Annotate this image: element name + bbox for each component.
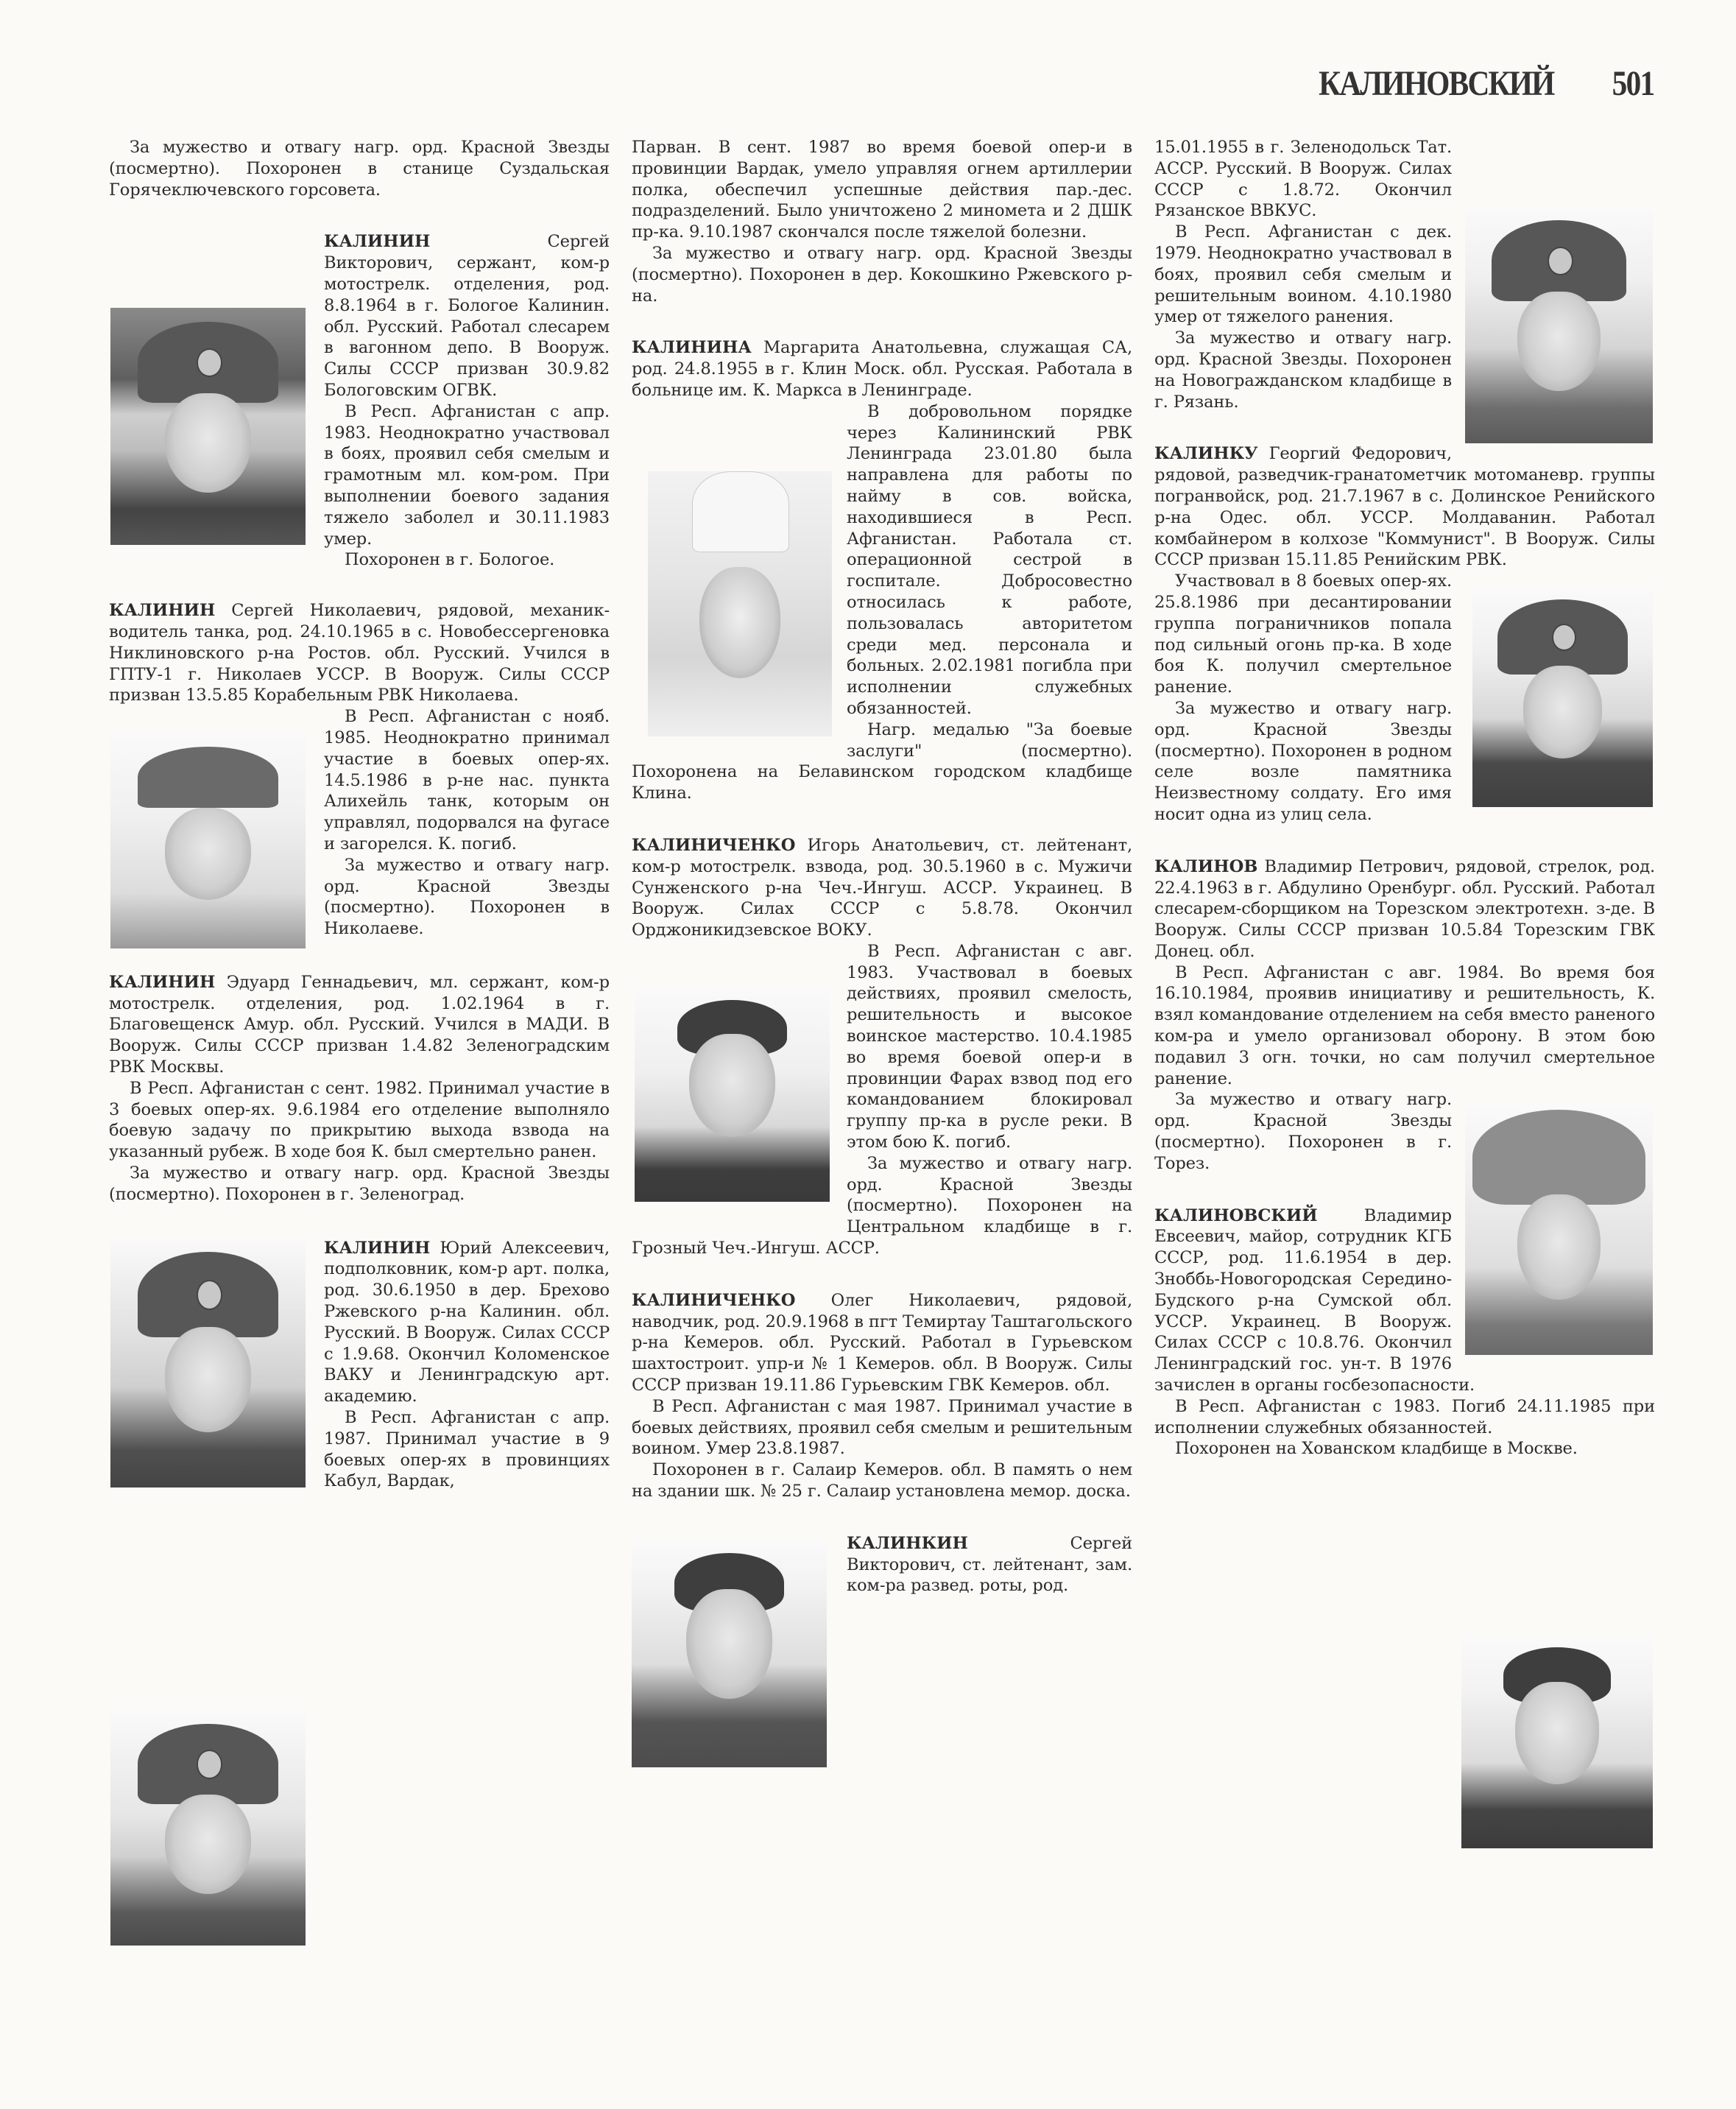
paragraph: Похоронен в г. Бологое. (345, 550, 555, 570)
entry-surname: КАЛИНИН (109, 601, 216, 621)
entry-surname: КАЛИНИНА (632, 338, 752, 358)
entry-surname: КАЛИНИН (109, 972, 216, 992)
portrait-photo (1472, 586, 1653, 807)
paragraph: В Респ. Афганистан с нояб. 1985. Неоднократно принимал участие в боевых опер-ях. 14.5.1986 в р-не нас. пункта Алихейль танк, которым он управлял, подорвался на фугасе и загорелся. К. погиб. (109, 706, 610, 855)
paragraph: За мужество и отвагу нагр. орд. Красной Звезды (посмертно). Похоронен в родном селе возле памятника Неизвестному солдату. Его имя носит одна из улиц села. (1154, 698, 1452, 824)
entry-surname: КАЛИНОВ (1154, 856, 1258, 876)
paragraph: За мужество и отвагу нагр. орд. Красной Звезды (посмертно). Похоронен в г. Зеленоград. (109, 1163, 610, 1204)
entry-surname: КАЛИНОВСКИЙ (1154, 1205, 1318, 1225)
portrait-photo (110, 1710, 306, 1946)
paragraph: 15.01.1955 в г. Зеленодольск Тат. АССР. Русский. В Вооруж. Силах СССР с 1.8.72. Окончил Рязанское ВВКУС. (1154, 137, 1655, 222)
entry-text: Сергей Викторович, сержант, ком-р мотострелк. отделения, род. 8.8.1964 в г. Бологое Калинин. обл. Русский. Работал слесарем в вагонном депо. В Вооруж. Силы СССР призван 30.9.82 Бологовским ОГВК. (324, 232, 610, 400)
paragraph: В Респ. Афганистан с апр. 1983. Неоднократно участвовал в боях, проявил себя смелым и грамотным мл. ком-ром. При выполнении боевого задания тяжело заболел и 30.11.1983 умер. (324, 401, 610, 549)
portrait-photo (1465, 1105, 1653, 1355)
portrait-photo (648, 471, 832, 736)
entry-text: Маргарита Анатольевна, служащая СА, род. 24.8.1955 в г. Клин Моск. обл. Русская. Работала в больнице им. К. Маркса в Ленинграде. (632, 338, 1132, 400)
entry-continuation (109, 137, 610, 200)
paragraph: В Респ. Афганистан с авг. 1984. Во время боя 16.10.1984, проявив инициативу и решительность, К. взял командование отделением на себя вместо раненого ком-ра и умело организовал оборону. В этом бою подавил 3 огн. точки, но сам получил смертельное ранение. (1154, 962, 1655, 1088)
entry-text: Сергей Викторович, ст. лейтенант, зам. ком-ра развед. роты, род. (847, 1533, 1132, 1596)
entry-lead (1154, 856, 1655, 962)
paragraph: За мужество и отвагу нагр. орд. Красной Звезды. Похоронен на Новогражданском кладбище в г. Рязань. (1154, 328, 1452, 412)
entry-text: Георгий Федорович, рядовой, разведчик-гранатометчик мотоманевр. группы погранвойск, род. 21.7.1967 в с. Долинское Ренийского р-на Одес. обл. УССР. Молдаванин. Работал комбайнером в колхозе "Коммунист". В Вооруж. Силы СССР призван 15.11.85 Ренийским РВК. (1154, 444, 1655, 570)
paragraph: Нагр. медалью "За боевые заслуги" (посмертно). Похоронена на Белавинском городском кладбище Клина. (632, 719, 1132, 803)
entry-surname: КАЛИНКУ (1154, 444, 1258, 464)
entry-text: Владимир Евсеевич, майор, сотрудник КГБ СССР, род. 11.6.1954 в дер. Зноббь-Новогородская Середино-Будского р-на Сумской обл. УССР. Украинец. В Вооруж. Силах СССР с 10.8.76. Окончил Ленинградский гос. ун-т. В 1976 зачислен в органы госбезопасности. (1154, 1205, 1475, 1395)
entry-surname: КАЛИНИЧЕНКО (632, 835, 796, 855)
portrait-photo (1461, 1635, 1653, 1848)
paragraph: Похоронен на Хованском кладбище в Москве. (1175, 1439, 1578, 1459)
paragraph: В Респ. Афганистан с сент. 1982. Принимал участие в 3 боевых опер-ях. 9.6.1984 его отделение выполняло боевую задачу по прикрытию выхода взвода на указанный рубеж. В ходе боя К. был смертельно ранен. (109, 1078, 610, 1162)
entry-lead (1154, 443, 1655, 571)
page-number: 501 (1612, 64, 1654, 103)
paragraph: За мужество и отвагу нагр. орд. Красной Звезды (посмертно). Похоронен в станице Суздальская Горячеключевского горсовета. (109, 138, 610, 200)
paragraph: За мужество и отвагу нагр. орд. Красной Звезды (посмертно). Похоронен в Николаеве. (324, 855, 610, 939)
entry-text: Юрий Алексеевич, подполковник, ком-р арт. полка, род. 30.6.1950 в дер. Брехово Ржевского р-на Калинин. обл. Русский. В Вооруж. Силах СССР с 1.9.68. Окончил Коломенское ВАКУ и Ленинградскую арт. академию. (324, 1238, 610, 1406)
entry-lead (632, 337, 1132, 401)
entry-lead (632, 1290, 1132, 1396)
paragraph: В Респ. Афганистан с мая 1987. Принимал участие в боевых действиях, проявил себя смелым и решительным воином. Умер 23.8.1987. (632, 1396, 1132, 1459)
entry-text: Олег Николаевич, рядовой, наводчик, род. 20.9.1968 в пгт Темиртау Таштагольского р-на Кемеров. обл. Русский. Работал в Гурьевском шахтостроит. упр-и № 1 Кемеров. обл. В Вооруж. Силы СССР призван 19.11.86 Гурьевским ГВК Кемеров. обл. (632, 1290, 1132, 1395)
entry-text: Игорь Анатольевич, ст. лейтенант, ком-р мотострелк. взвода, род. 30.5.1960 в с. Мужичи Сунженского р-на Чеч.-Ингуш. АССР. Украинец. В Вооруж. Силах СССР с 5.8.78. Окончил Орджоникидзевское ВОКУ. (632, 835, 1132, 940)
paragraph: В добровольном порядке через Калининский РВК Ленинграда 23.01.80 была направлена для работы по найму в сов. войска, находившиеся в Респ. Афганистан. Работала ст. операционной сестрой в госпитале. Добросовестно относилась к работе, пользовалась авторитетом среди мед. персонала и больных. 2.02.1981 погибла при исполнении служебных обязанностей. (632, 401, 1132, 719)
entry-lead (109, 972, 610, 1078)
portrait-photo (110, 1237, 306, 1487)
paragraph: За мужество и отвагу нагр. орд. Красной Звезды (посмертно). Похоронен на Центральном кладбище в г. Грозный Чеч.-Ингуш. АССР. (632, 1153, 1132, 1258)
entry-kalinin-eduard (109, 972, 610, 1205)
portrait-photo (632, 1539, 827, 1767)
entry-surname: КАЛИНКИН (847, 1533, 968, 1553)
entry-text: Сергей Николаевич, рядовой, механик-водитель танка, род. 24.10.1965 в с. Новобессергеновка Никлиновского р-на Ростов. обл. Русский. Учился в ГПТУ-1 г. Николаев УССР. В Вооруж. Силы СССР призван 13.5.85 Корабельным РВК Николаева. (109, 601, 610, 705)
entry-surname: КАЛИНИЧЕНКО (632, 1290, 796, 1310)
entry-surname: КАЛИНИН (324, 1238, 431, 1258)
entry-lead (632, 835, 1132, 941)
entry-kalinichenko-oleg (632, 1290, 1132, 1502)
paragraph: Похоронен в г. Салаир Кемеров. обл. В память о нем на здании шк. № 25 г. Салаир установлена мемор. доска. (632, 1460, 1132, 1501)
paragraph: За мужество и отвагу нагр. орд. Красной Звезды (посмертно). Похоронен в г. Торез. (1154, 1089, 1655, 1174)
paragraph: В Респ. Афганистан с дек. 1979. Неоднократно участвовал в боях, проявил себя смелым и решительным воином. 4.10.1980 умер от тяжелого ранения. (1154, 222, 1452, 327)
portrait-photo (1465, 206, 1653, 443)
paragraph: В Респ. Афганистан с апр. 1987. Принимал участие в 9 боевых опер-ях в провинциях Кабул, Вардак, (324, 1408, 610, 1491)
paragraph: За мужество и отвагу нагр. орд. Красной Звезды (посмертно). Похоронен в дер. Кокошкино Ржевского р-на. (632, 243, 1132, 306)
entry-lead (109, 600, 610, 706)
running-title: КАЛИНОВСКИЙ (1318, 64, 1554, 103)
entry-surname: КАЛИНИН (324, 232, 431, 252)
paragraph: Участвовал в 8 боевых опер-ях. 25.8.1986 при десантировании группа пограничников попала под сильный огонь пр-ка. В ходе боя К. получил смертельное ранение. (1154, 571, 1655, 698)
portrait-photo (110, 308, 306, 545)
entry-continuation (632, 137, 1132, 306)
paragraph: В Респ. Афганистан с авг. 1983. Участвовал в боевых действиях, проявил смелость, решительность и высокое воинское мастерство. 10.4.1985 во время боевой опер-и в провинции Фарах взвод под его командованием блокировал группу пр-ка в русле реки. В этом бою К. погиб. (632, 941, 1132, 1153)
paragraph: Парван. В сент. 1987 во время боевой опер-и в провинции Вардак, умело управляя огнем артиллерии полка, обеспечил успешные действия пар.-дес. подразделений. Было уничтожено 2 миномета и 2 ДШК пр-ка. 9.10.1987 скончался после тяжелой болезни. (632, 138, 1132, 242)
entry-text: Владимир Петрович, рядовой, стрелок, род. 22.4.1963 в г. Абдулино Оренбург. обл. Русский. Работал слесарем-сборщиком на Торезском электротехн. з-де. В Вооруж. Силы СССР призван 10.5.84 Торезским ГВК Донец. обл. (1154, 856, 1655, 961)
running-header (1319, 63, 1654, 104)
entry-text: Эдуард Геннадьевич, мл. сержант, ком-р мотострелк. отделения, род. 1.02.1964 в г. Благовещенск Амур. обл. Русский. Учился в МАДИ. В Вооруж. Силы СССР призван 1.4.82 Зеленоградским РВК Москвы. (109, 972, 610, 1077)
portrait-photo (635, 987, 830, 1202)
paragraph: В Респ. Афганистан с 1983. Погиб 24.11.1985 при исполнении служебных обязанностей. (1154, 1396, 1655, 1437)
portrait-photo (110, 729, 306, 948)
